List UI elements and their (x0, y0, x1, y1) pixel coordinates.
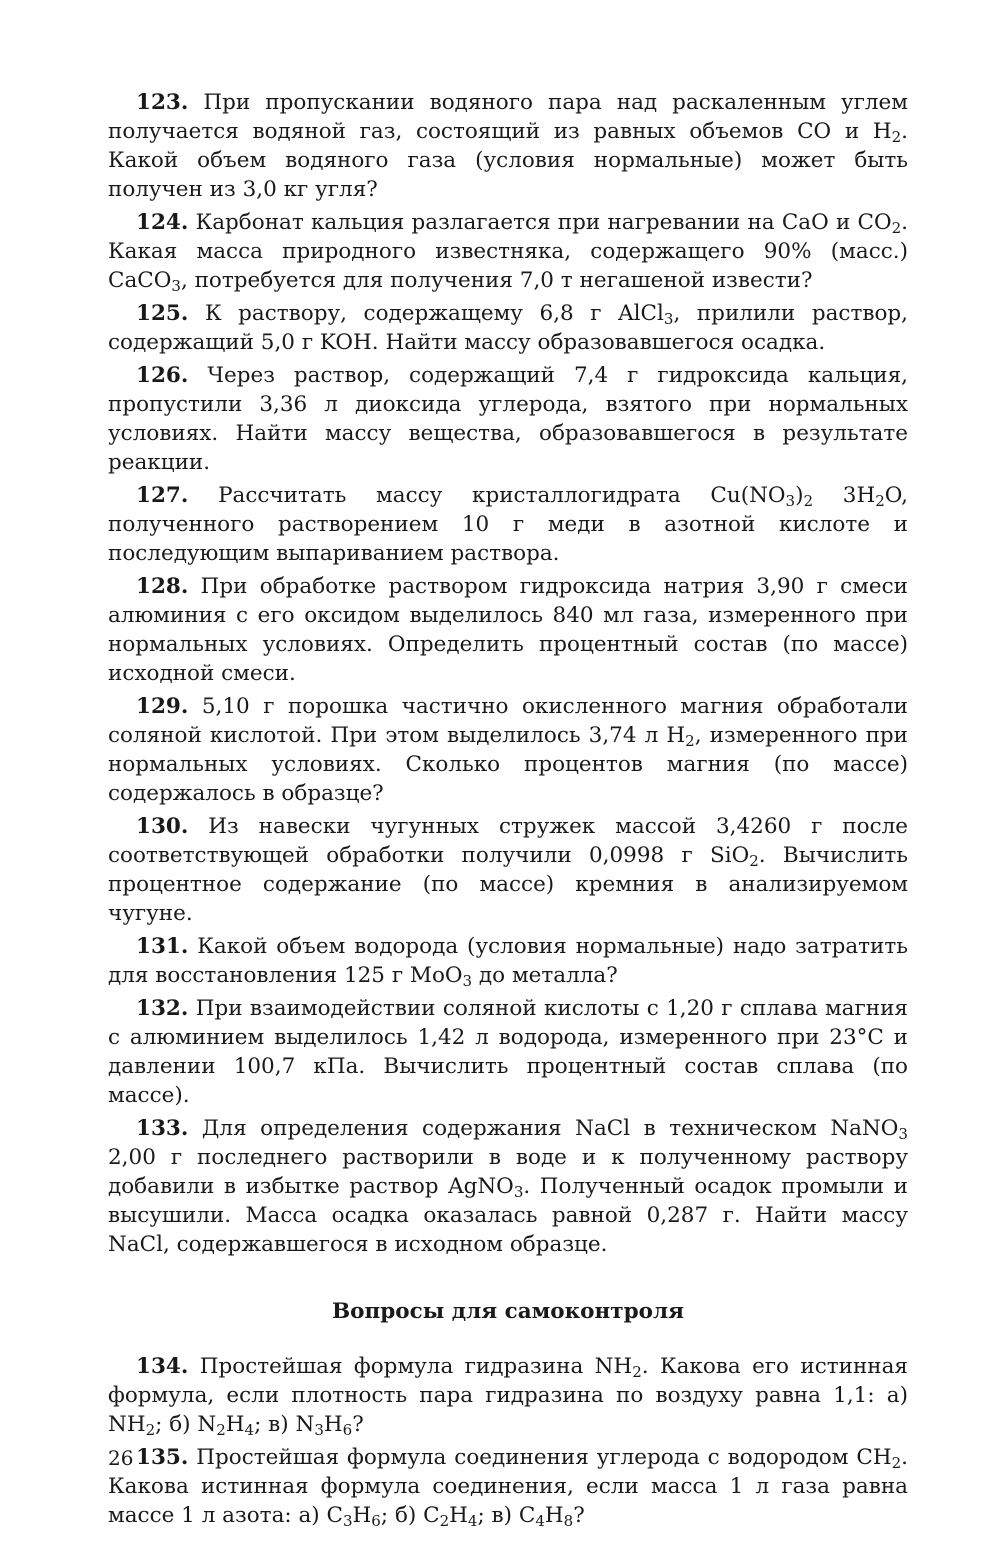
subscript: 3 (513, 1182, 524, 1201)
text-segment: ; б) N (155, 1412, 217, 1437)
problem-number: 124. (136, 210, 189, 235)
problem-number: 130. (136, 814, 189, 839)
questions-list (108, 1352, 908, 1530)
text-segment: Через раствор, содержащий 7,4 г гидроксида кальция, пропустили 3,36 л диоксида углерода, взятого при нормальных условиях. Найти массу вещества, образовавшегося в результате реакции. (108, 363, 908, 475)
text-segment: Какой объем водорода (условия нормальные) надо затратить для восстановления 125 г MoO (108, 934, 908, 988)
subscript: 2 (803, 491, 814, 510)
problem-126 (108, 361, 908, 477)
text-segment: H (352, 1503, 372, 1528)
subscript: 2 (891, 127, 902, 146)
text-segment: , прилили раствор, содержащий 5,0 г KOH. Найти массу образовавшегося осадка. (108, 301, 908, 355)
subscript: 3 (171, 276, 181, 295)
text-segment: Для определения содержания NaCl в техническом NaNO (188, 1116, 899, 1141)
problem-125 (108, 299, 908, 357)
subscript: 2 (685, 731, 695, 750)
text-segment: При пропускании водяного пара над раскаленным углем получается водяной газ, состоящий из равных объемов CO и H (108, 90, 908, 144)
text-segment: ; в) C (477, 1503, 536, 1528)
subscript: 6 (371, 1511, 381, 1530)
text-segment: . Какова его истинная формула, если плотность пара гидразина по воздуху равна 1,1: а) NH (108, 1354, 908, 1437)
text-segment: Простейшая формула гидразина NH (188, 1354, 633, 1379)
subscript: 6 (342, 1420, 353, 1439)
problem-number: 123. (136, 90, 189, 115)
subscript: 2 (875, 491, 885, 510)
subscript: 2 (891, 218, 902, 237)
question-134 (108, 1352, 908, 1439)
text-segment: Простейшая формула соединения углерода с водородом CH (188, 1445, 892, 1470)
text-segment: ; б) C (380, 1503, 440, 1528)
problem-132 (108, 994, 908, 1110)
text-segment: H (449, 1503, 468, 1528)
text-segment: 3H (813, 483, 876, 508)
text-segment: ) (795, 483, 804, 508)
text-segment: , потребуется для получения 7,0 т негашеной извести? (180, 268, 813, 293)
problem-number: 133. (136, 1116, 189, 1141)
subscript: 3 (462, 971, 473, 990)
problem-123 (108, 88, 908, 204)
text-segment: H (323, 1412, 343, 1437)
subscript: 2 (891, 1453, 902, 1472)
text-segment: Рассчитать массу кристаллогидрата Cu(NO (188, 483, 786, 508)
page-number: 26 (108, 1446, 134, 1470)
text-segment: К раствору, содержащему 6,8 г AlCl (188, 301, 664, 326)
text-segment: , измеренного при нормальных условиях. Сколько процентов магния (по массе) содержалось в образце? (108, 723, 908, 806)
text-segment: Карбонат кальция разлагается при нагревании на CaO и CO (188, 210, 892, 235)
text-segment: . Вычислить процентное содержание (по массе) кремния в анализируемом чугуне. (108, 843, 908, 926)
subscript: 4 (535, 1511, 545, 1530)
subscript: 4 (244, 1420, 255, 1439)
subscript: 4 (467, 1511, 478, 1530)
subscript: 3 (314, 1420, 324, 1439)
question-number: 134. (136, 1354, 189, 1379)
text-segment: O, полученного растворением 10 г меди в азотной кислоте и последующим выпариванием раствора. (108, 483, 908, 566)
problem-number: 126. (136, 363, 189, 388)
section-title: Вопросы для самоконтроля (332, 1299, 684, 1324)
text-segment: . Какой объем водяного газа (условия нормальные) может быть получен из 3,0 кг угля? (108, 119, 908, 202)
text-segment: При взаимодействии соляной кислоты с 1,20 г сплава магния с алюминием выделилось 1,42 л водорода, измеренного при 23°C и давлении 100,7 кПа. Вычислить процентный состав сплава (по массе). (108, 996, 908, 1108)
text-segment: до металла? (472, 963, 618, 988)
subscript: 3 (342, 1511, 353, 1530)
subscript: 2 (632, 1362, 642, 1381)
problem-number: 132. (136, 996, 189, 1021)
text-segment: H (544, 1503, 564, 1528)
question-135 (108, 1443, 908, 1530)
subscript: 3 (663, 309, 674, 328)
problem-124 (108, 208, 908, 295)
text-segment: ; в) N (254, 1412, 315, 1437)
text-segment: . Какова истинная формула соединения, если масса 1 л газа равна массе 1 л азота: а) C (108, 1445, 908, 1528)
problem-number: 128. (136, 574, 189, 599)
problem-131 (108, 932, 908, 990)
text-segment: 2,00 г последнего растворили в воде и к полученному раствору добавили в избытке раствор AgNO (108, 1145, 908, 1199)
subscript: 2 (216, 1420, 226, 1439)
text-segment: При обработке раствором гидроксида натрия 3,90 г смеси алюминия с его оксидом выделилось 840 мл газа, измеренного при нормальных условиях. Определить процентный состав (по массе) исходной смеси. (108, 574, 908, 686)
problem-number: 131. (136, 934, 189, 959)
problem-129 (108, 692, 908, 808)
text-segment: H (225, 1412, 245, 1437)
problems-list (108, 88, 908, 1259)
problem-number: 127. (136, 483, 189, 508)
problem-number: 125. (136, 301, 189, 326)
problem-number: 129. (136, 694, 189, 719)
page-content (108, 88, 908, 1534)
text-segment: . Полученный осадок промыли и высушили. Масса осадка оказалась равной 0,287 г. Найти массу NaCl, содержавшегося в исходном образце. (108, 1174, 908, 1257)
text-segment: . Какая масса природного известняка, содержащего 90% (масс.) CaCO (108, 210, 908, 293)
problem-128 (108, 572, 908, 688)
problem-130 (108, 812, 908, 928)
question-number: 135. (136, 1445, 189, 1470)
subscript: 2 (749, 851, 759, 870)
subscript: 3 (785, 491, 796, 510)
subscript: 2 (145, 1420, 156, 1439)
text-segment: ? (573, 1503, 585, 1528)
text-segment: 5,10 г порошка частично окисленного магния обработали соляной кислотой. При этом выделилось 3,74 л H (108, 694, 908, 748)
subscript: 8 (563, 1511, 574, 1530)
problem-133 (108, 1114, 908, 1259)
problem-127 (108, 481, 908, 568)
text-segment: Из навески чугунных стружек массой 3,4260 г после соответствующей обработки получили 0,0998 г SiO (108, 814, 908, 868)
text-segment: ? (352, 1412, 364, 1437)
subscript: 3 (898, 1124, 908, 1143)
subscript: 2 (439, 1511, 450, 1530)
